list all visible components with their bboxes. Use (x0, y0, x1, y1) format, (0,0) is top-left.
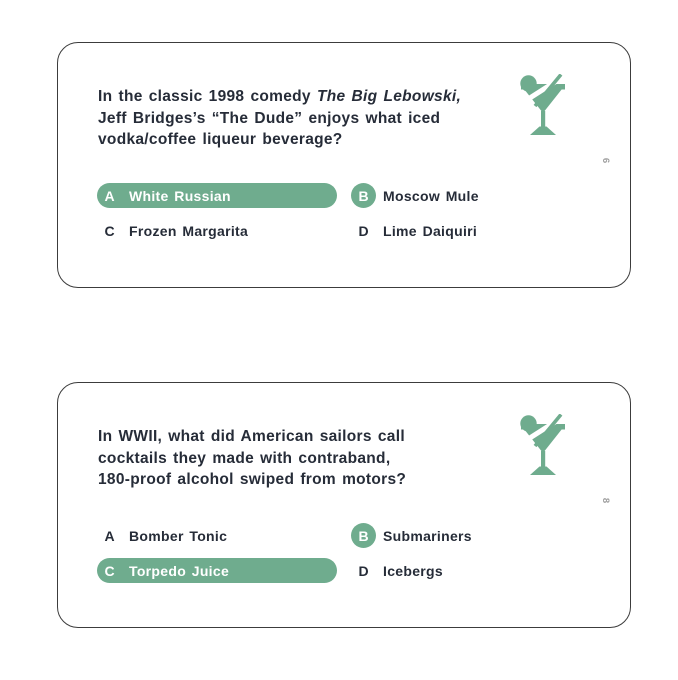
answer-option-c (97, 558, 337, 583)
question-line: vodka/coffee liqueur beverage? (98, 131, 343, 148)
answer-option-d (351, 218, 477, 243)
option-letter-a: A (104, 527, 115, 544)
option-letter-a: A (104, 187, 115, 204)
option-letter-d: D (358, 222, 369, 239)
cocktail-glass-icon (520, 414, 566, 477)
option-letter-b: B (351, 183, 376, 208)
answer-option-a (97, 523, 227, 548)
answer-option-c (97, 218, 248, 243)
answer-option-b (351, 523, 472, 548)
option-label-d: Icebergs (383, 562, 443, 579)
option-label-a: White Russian (129, 187, 231, 204)
question-line: In WWII, what did American sailors call (98, 428, 405, 445)
trivia-card-6 (57, 42, 631, 288)
card-number: 8 (600, 497, 612, 504)
question-text (98, 86, 518, 151)
question-text (98, 426, 518, 491)
cocktail-glass-icon (520, 74, 566, 137)
option-label-b: Submariners (383, 527, 472, 544)
option-label-c: Torpedo Juice (129, 562, 230, 579)
question-line: cocktails they made with contraband, (98, 449, 391, 467)
option-letter-d: D (358, 562, 369, 579)
answer-option-a (97, 183, 337, 208)
option-letter-c: C (104, 222, 115, 239)
question-line: In the classic 1998 comedy The Big Lebowski, (98, 88, 462, 105)
option-letter-b: B (351, 523, 376, 548)
option-letter-c: C (104, 562, 115, 579)
answer-option-b (351, 183, 479, 208)
question-line: Jeff Bridges’s “The Dude” enjoys what iced (98, 109, 441, 127)
option-label-d: Lime Daiquiri (383, 222, 478, 239)
option-label-b: Moscow Mule (383, 187, 479, 204)
answer-option-d (351, 558, 443, 583)
option-label-c: Frozen Margarita (129, 222, 249, 239)
question-line: 180-proof alcohol swiped from motors? (98, 471, 407, 488)
card-number: 6 (600, 157, 612, 164)
trivia-card-8 (57, 382, 631, 628)
option-label-a: Bomber Tonic (129, 527, 228, 544)
